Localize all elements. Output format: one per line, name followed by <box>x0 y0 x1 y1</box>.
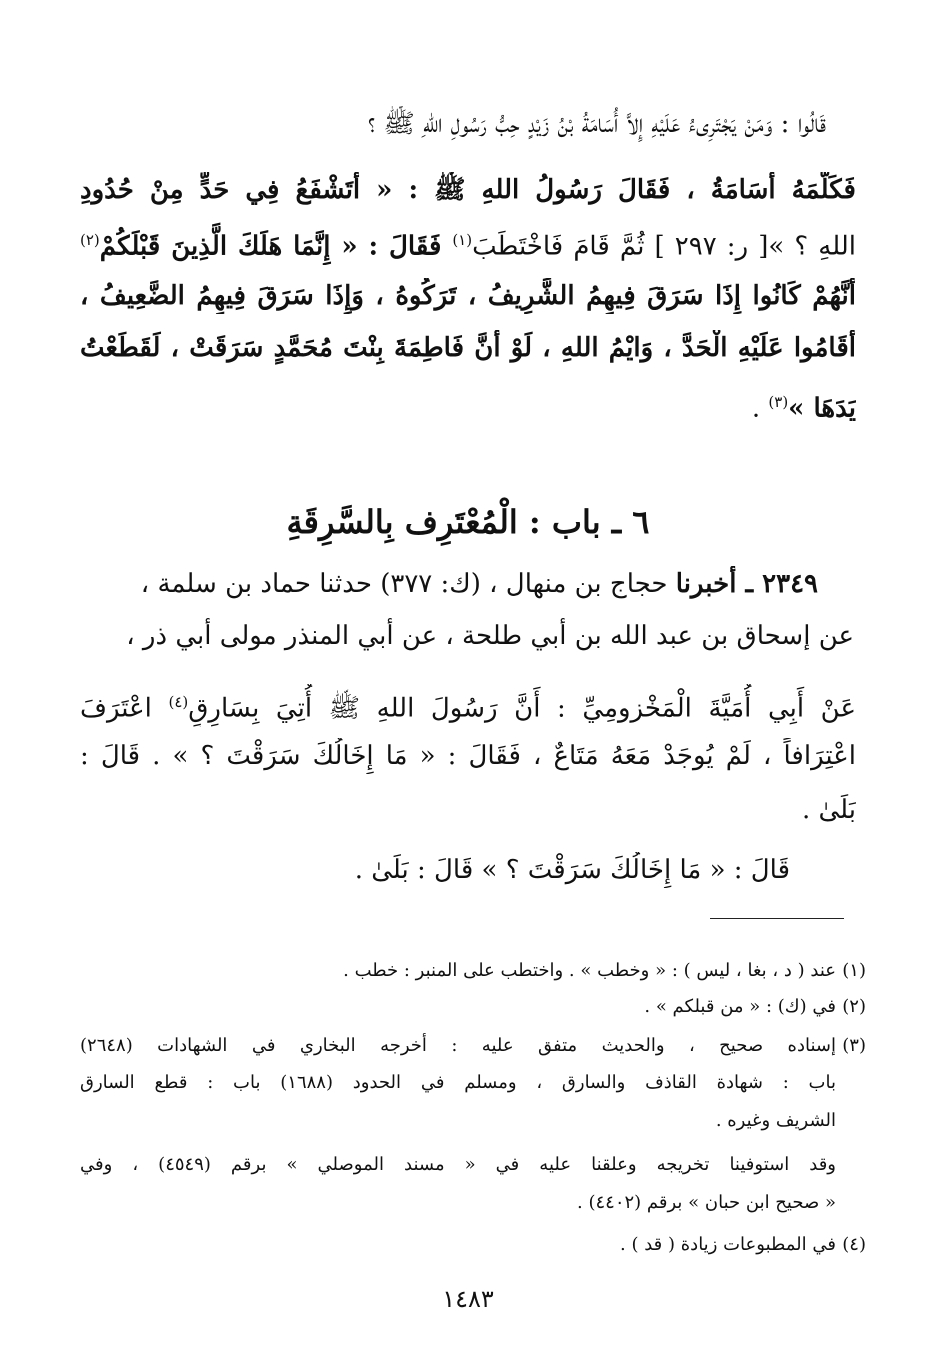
body-line-3 <box>80 222 856 265</box>
body-line-1-text: قَالُوا : وَمَنْ يَجْتَرِىءُ عَلَيْهِ إِلاَّ أُسَامَةُ بْنُ زَيْدٍ حِبُّ رَسُولِ اللهِ ﷺ ؟ <box>367 109 826 139</box>
hadith-line-6 <box>80 852 790 888</box>
hadith-line-5-text: بَلَىٰ . <box>801 795 856 825</box>
body-line-4-text: أَنَّهُمْ كَانُوا إِذَا سَرَقَ فِيهِمُ الشَّرِيفُ ، تَرَكُوهُ ، وَإِذَا سَرَقَ فِيهِمُ الضَّعِيفُ ، <box>80 281 856 311</box>
chapter-title: ٦ ـ باب : الْمُعْتَرِف بِالسَّرِقَةِ <box>286 503 650 541</box>
footnote-number-1: (١) <box>842 960 866 981</box>
hadith-line-2-text: عن إسحاق بن عبد الله بن أبي طلحة ، عن أبي المنذر مولى أبي ذر ، <box>126 621 854 651</box>
footnote-3-line-4: وقد استوفينا تخريجه وعلقنا عليه في « مسند الموصلي » برقم (٤٥٤٩) ، وفي <box>80 1154 836 1175</box>
footnote-3-line-2: باب : شهادة القاذف والسارق ، ومسلم في الحدود (١٦٨٨) باب : قطع السارق <box>80 1072 836 1093</box>
footnote-divider <box>710 918 844 919</box>
hadith-number: ٢٣٤٩ ـ أخبرنا <box>675 569 818 599</box>
footnote-1-line-1: عند ( د ، بغا ، ليس ) : « وخطب » . واختطب على المنبر : خطب . <box>343 960 836 981</box>
body-line-4 <box>80 278 856 314</box>
body-line-2 <box>80 172 856 208</box>
hadith-line-3-part-b: اعْتَرَفَ <box>80 693 169 724</box>
footnote-number-4: (٤) <box>842 1234 866 1255</box>
body-line-6 <box>80 384 856 427</box>
footnote-3-line-1: إسناده صحيح ، والحديث متفق عليه : أخرجه البخاري في الشهادات (٢٦٤٨) <box>80 1035 836 1056</box>
body-line-6-part-b: . <box>751 393 769 424</box>
footnote-number-3: (٣) <box>842 1035 866 1056</box>
footnote-4-line-1: في المطبوعات زيادة ( قد ) . <box>620 1234 836 1255</box>
footnote-3-line-3: الشريف وغيره . <box>715 1110 836 1131</box>
footnote-number-2: (٢) <box>842 996 866 1017</box>
hadith-line-3 <box>80 684 856 727</box>
footnote-3-line-5: « صحيح ابن حبان » برقم (٤٤٠٢) . <box>577 1192 836 1213</box>
hadith-line-6-text: قَالَ : « مَا إِخَالُكَ سَرَقْتَ ؟ » قَالَ : بَلَىٰ . <box>354 855 790 885</box>
hadith-line-4 <box>80 738 856 774</box>
footnote-2-line-1: في (ك) : « من قبلكم » . <box>644 996 836 1017</box>
footnote-ref-4: (٤) <box>168 693 189 711</box>
body-line-6-part-a: يَدَهَا » <box>788 393 856 424</box>
body-line-3-part-b: فَقَالَ : « إِنَّمَا هَلَكَ الَّذِينَ قَبْلَكُمْ <box>99 231 453 262</box>
body-line-5-text: أَقَامُوا عَلَيْهِ الْحَدَّ ، وَايْمُ اللهِ ، لَوْ أَنَّ فَاطِمَةَ بِنْتَ مُحَمَّدٍ سَرَقَتْ ، لَقَطَعْتُ <box>80 333 856 363</box>
body-line-1 <box>80 106 826 142</box>
body-line-5 <box>80 330 856 366</box>
page-number: ١٤٨٣ <box>442 1285 494 1313</box>
footnote-ref-3: (٣) <box>768 393 789 411</box>
footnote-ref-1: (١) <box>452 231 473 249</box>
hadith-line-5 <box>80 792 856 828</box>
body-line-2-text: فَكَلَّمَهُ أُسَامَةُ ، فَقَالَ رَسُولُ اللهِ ﷺ : « أَتَشْفَعُ فِي حَدٍّ مِنْ حُدُودِ <box>80 175 856 205</box>
hadith-line-4-text: اعْتِرَافاً ، لَمْ يُوجَدْ مَعَهُ مَتَاعٌ ، فَقَالَ : « مَا إِخَالُكَ سَرَقْتَ ؟ » . قَالَ : <box>80 741 856 771</box>
hadith-line-3-part-a: عَنْ أَبِي أُمَيَّةَ الْمَخْزومِيِّ : أَنَّ رَسُولَ اللهِ ﷺ أُتِيَ بِسَارِقٍ <box>188 693 856 724</box>
hadith-line-1-rest: حجاج بن منهال ، (ك: ٣٧٧) حدثنا حماد بن سلمة ، <box>140 569 676 599</box>
body-line-3-part-a: اللهِ ؟ »[ ر: ٢٩٧ ] ثُمَّ قَامَ فَاخْتَطَبَ <box>472 231 856 262</box>
hadith-line-1 <box>80 566 818 602</box>
footnote-ref-2: (٢) <box>80 231 100 249</box>
hadith-line-2 <box>80 618 854 654</box>
